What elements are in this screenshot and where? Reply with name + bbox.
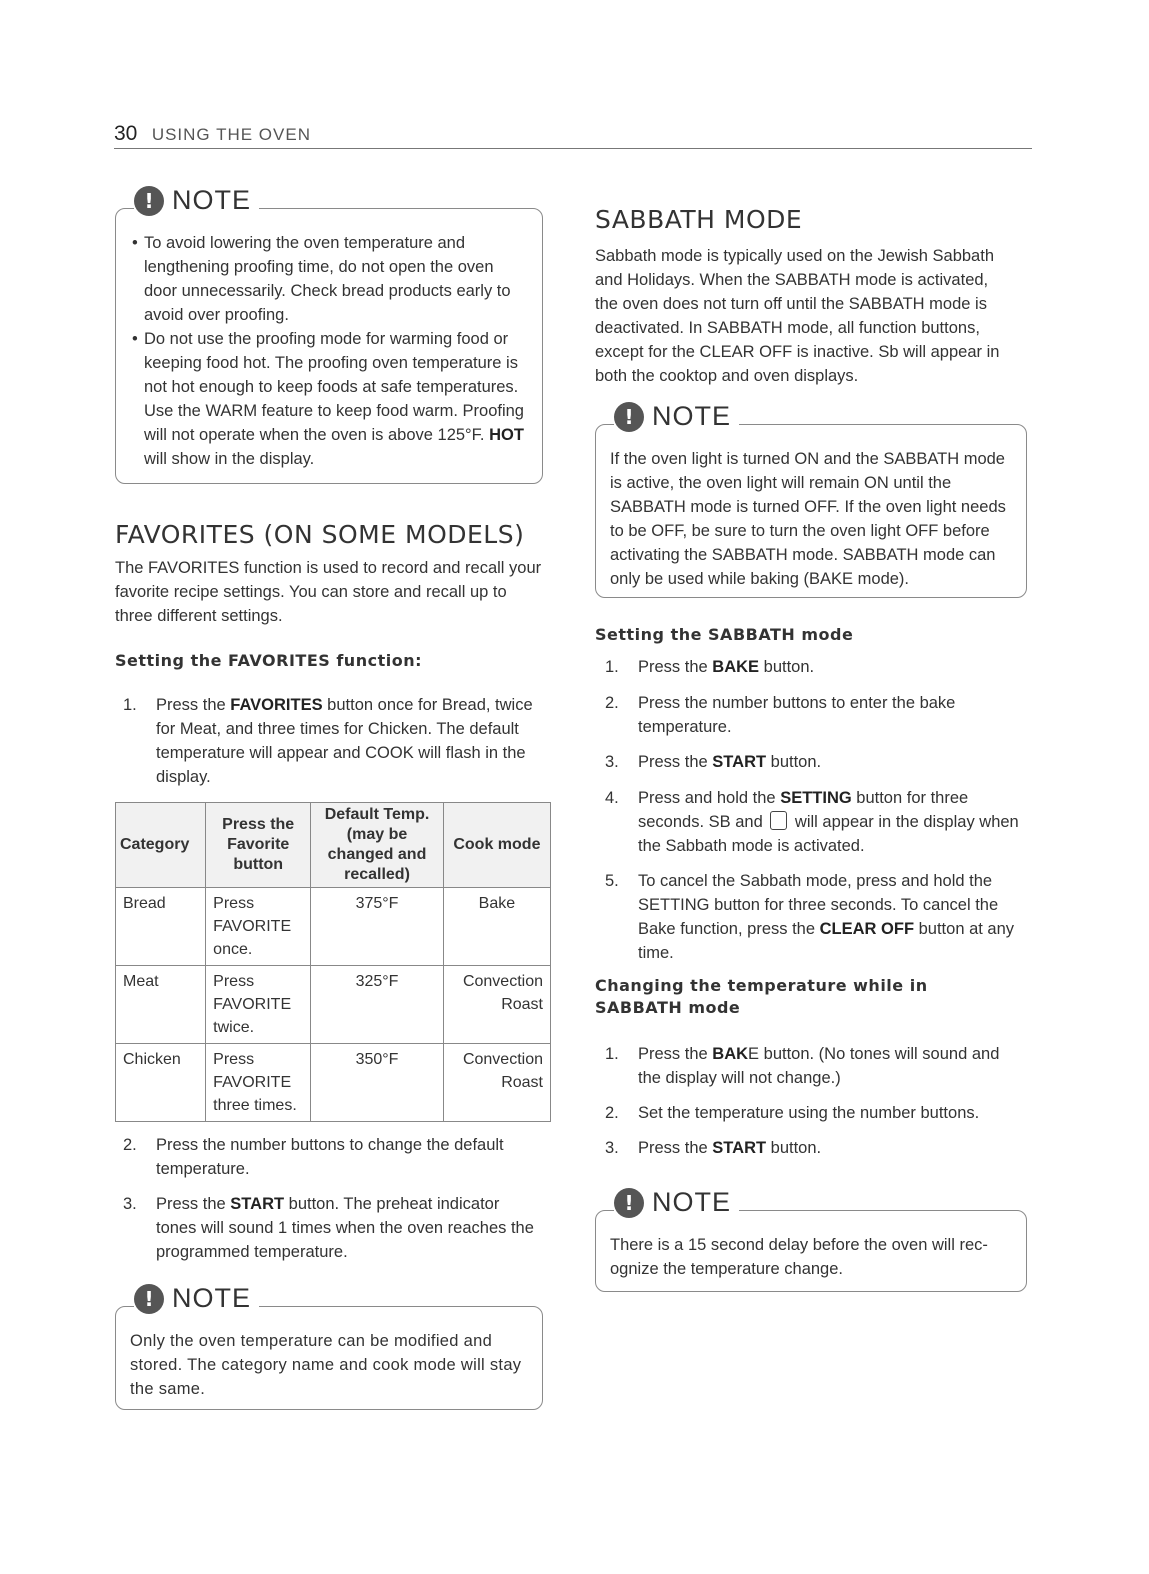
table-cell: Press FAVORITE twice. (206, 966, 311, 1044)
warning-icon: ! (134, 186, 164, 216)
note-title: NOTE (652, 401, 732, 431)
table-cell: 375°F (311, 888, 444, 966)
favorites-heading: FAVORITES (ON SOME MODELS) (115, 520, 525, 549)
note-body: If the oven light is turned ON and the SABBATH mode is active, the oven light will remain ON until the SABBATH mode is turned OFF. If the oven light needs to be OFF, be sure to turn the oven light OFF before activating the SABBATH mode. SABBATH mode can only be used while baking (BAKE mode). (610, 450, 1006, 588)
note-title: NOTE (172, 185, 252, 215)
note-sabbath-delay (595, 1187, 1027, 1292)
note-favorites (115, 1283, 543, 1410)
table-cell: Bake (443, 888, 550, 966)
sabbath-indicator-icon (770, 811, 787, 830)
table-header: Cook mode (443, 803, 550, 888)
table-cell: Convection Roast (443, 966, 550, 1044)
page-number: 30 (114, 122, 138, 145)
table-row (116, 966, 551, 1044)
note-sabbath-light (595, 401, 1027, 598)
favorites-intro: The FAVORITES function is used to record and recall your favorite recipe settings. You can store and recall up to three different settings. (115, 559, 542, 625)
changing-step-3: 3. Press the START button. (605, 1139, 822, 1157)
table-header: Category (116, 803, 206, 888)
sabbath-setting-heading: Setting the SABBATH mode (595, 625, 854, 644)
note-title: NOTE (652, 1187, 732, 1217)
favorites-table (115, 802, 551, 1122)
sabbath-step-2: 2. Press the number buttons to enter the bake temperature. (605, 694, 956, 736)
note-body (130, 231, 528, 471)
sabbath-changing-heading: Changing the temperature while in SABBATH mode (595, 976, 928, 1017)
sabbath-heading: SABBATH MODE (595, 205, 803, 234)
note-body: Only the oven temperature can be modified and stored. The category name and cook mode will stay the same. (130, 1332, 522, 1398)
table-cell: Convection Roast (443, 1044, 550, 1122)
favorites-step-1: 1. Press the FAVORITES button once for Bread, twice for Meat, and three times for Chicken. The default temperature will appear and COOK will flash in the display. (123, 696, 533, 786)
warning-icon: ! (614, 1188, 644, 1218)
note-header (614, 401, 739, 432)
favorites-step-3: 3. Press the START button. The preheat indicator tones will sound 1 times when the oven reaches the programmed temperature. (123, 1195, 534, 1261)
note-header (134, 1283, 259, 1314)
note-proofing (115, 185, 543, 484)
sabbath-step-5: 5. To cancel the Sabbath mode, press and hold the SETTING button for three seconds. To cancel the Bake function, press the CLEAR OFF button at any time. (605, 872, 1015, 962)
section-title: USING THE OVEN (151, 125, 311, 144)
table-cell: 350°F (311, 1044, 444, 1122)
table-cell: Meat (116, 966, 206, 1044)
table-row (116, 888, 551, 966)
note-header (614, 1187, 739, 1218)
warning-icon: ! (614, 402, 644, 432)
table-row (116, 1044, 551, 1122)
note-bullet: • To avoid lowering the oven temperature and lengthening proofing time, do not open the oven door unnecessarily. Check bread products early to avoid over proofing. (144, 231, 528, 327)
changing-step-2: 2. Set the temperature using the number buttons. (605, 1104, 980, 1122)
sabbath-step-1: 1. Press the BAKE button. (605, 658, 815, 676)
table-cell: 325°F (311, 966, 444, 1044)
table-header: Default Temp. (may be changed and recalled) (311, 803, 444, 888)
note-header (134, 185, 259, 216)
note-body: There is a 15 second delay before the oven will rec-ognize the temperature change. (610, 1236, 988, 1278)
favorites-step-2: 2. Press the number buttons to change the default temperature. (123, 1136, 504, 1178)
note-bullet: • Do not use the proofing mode for warming food or keeping food hot. The proofing oven temperature is not hot enough to keep foods at safe temperatures. Use the WARM feature to keep food warm. Proofing will not operate when the oven is above 125°F. HOT will show in the display. (144, 327, 528, 471)
sabbath-step-4: 4. Press and hold the SETTING button for three seconds. SB and will appear in the display when the Sabbath mode is activated. (605, 789, 1019, 855)
table-header: Press the Favorite button (206, 803, 311, 888)
table-cell: Bread (116, 888, 206, 966)
favorites-setting-heading: Setting the FAVORITES function: (115, 651, 422, 670)
table-cell: Chicken (116, 1044, 206, 1122)
warning-icon: ! (134, 1284, 164, 1314)
sabbath-intro: Sabbath mode is typically used on the Jewish Sabbath and Holidays. When the SABBATH mode is activated, the oven does not turn off until the SABBATH mode is deactivated. In SABBATH mode, all function buttons, except for the CLEAR OFF is inactive. Sb will appear in both the cooktop and oven displays. (595, 247, 1000, 385)
changing-step-1: 1. Press the BAKE button. (No tones will sound and the display will not change.) (605, 1045, 1000, 1087)
page-header (114, 122, 1032, 149)
table-cell: Press FAVORITE once. (206, 888, 311, 966)
table-cell: Press FAVORITE three times. (206, 1044, 311, 1122)
note-title: NOTE (172, 1283, 252, 1313)
sabbath-step-3: 3. Press the START button. (605, 753, 822, 771)
